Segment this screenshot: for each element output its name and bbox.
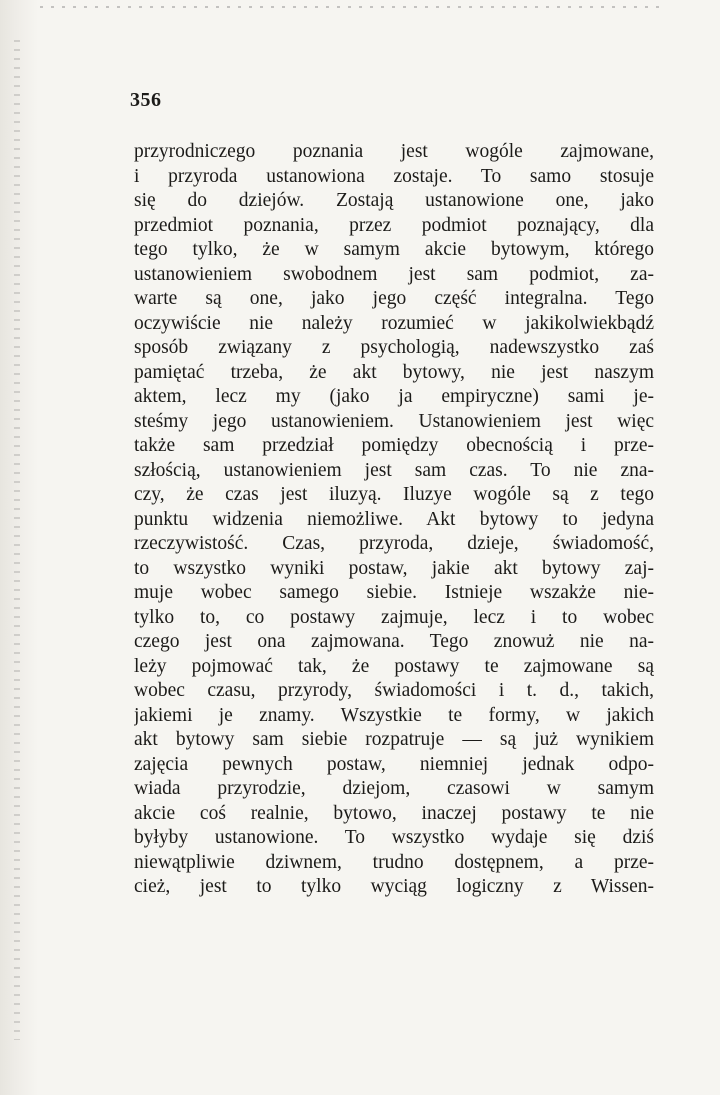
text-line: punktu widzenia niemożliwe. Akt bytowy to jedyna xyxy=(134,508,654,530)
text-line: byłyby ustanowione. To wszystko wydaje się dziś xyxy=(134,827,654,848)
text-line: zajęcia pewnych postaw, niemniej jednak odpo- xyxy=(134,753,654,775)
text-line: oczywiście nie należy rozumieć w jakikolwiekbądź xyxy=(134,312,654,334)
text-line: akt bytowy sam siebie rozpatruje — są już wynikiem xyxy=(134,729,654,750)
text-line: tego tylko, że w samym akcie bytowym, którego xyxy=(134,239,654,260)
text-line: to wszystko wyniki postaw, jakie akt bytowy zaj- xyxy=(134,557,654,579)
text-line: się do dziejów. Zostają ustanowione one, jako xyxy=(134,190,654,211)
text-line: jakiemi je znamy. Wszystkie te formy, w jakich xyxy=(134,704,654,726)
scan-top-edge xyxy=(40,6,660,8)
scan-left-edge xyxy=(0,0,38,1095)
text-line: leży pojmować tak, że postawy te zajmowane są xyxy=(134,655,654,677)
text-line: szłością, ustanowieniem jest sam czas. To nie zna- xyxy=(134,459,654,481)
text-line: także sam przedział pomiędzy obecnością i prze- xyxy=(134,435,654,456)
text-line: warte są one, jako jego część integralna. Tego xyxy=(134,288,654,309)
text-line: czy, że czas jest iluzyą. Iluzye wogóle są z tego xyxy=(134,484,654,505)
text-line: czego jest ona zajmowana. Tego znowuż nie na- xyxy=(134,631,654,652)
text-line: muje wobec samego siebie. Istnieje wszakże nie- xyxy=(134,582,654,603)
text-line: akcie coś realnie, bytowo, inaczej postawy te nie xyxy=(134,802,654,824)
text-line: ustanowieniem swobodnem jest sam podmiot, za- xyxy=(134,263,654,285)
text-line: przyrodniczego poznania jest wogóle zajmowane, xyxy=(134,141,654,162)
text-line: pamiętać trzeba, że akt bytowy, nie jest naszym xyxy=(134,361,654,383)
text-line: wobec czasu, przyrody, świadomości i t. d., takich, xyxy=(134,680,654,701)
page-number: 356 xyxy=(130,89,162,111)
text-line: przedmiot poznania, przez podmiot poznający, dla xyxy=(134,214,654,236)
text-line: niewątpliwie dziwnem, trudno dostępnem, a prze- xyxy=(134,851,654,873)
text-line: rzeczywistość. Czas, przyroda, dzieje, świadomość, xyxy=(134,533,654,554)
text-line: i przyroda ustanowiona zostaje. To samo stosuje xyxy=(134,165,654,187)
text-line: aktem, lecz my (jako ja empiryczne) sami je- xyxy=(134,386,654,407)
text-line: sposób związany z psychologią, nadewszystko zaś xyxy=(134,337,654,358)
text-line: steśmy jego ustanowieniem. Ustanowieniem jest więc xyxy=(134,410,654,432)
text-line: wiada przyrodzie, dziejom, czasowi w samym xyxy=(134,778,654,799)
text-line: cież, jest to tylko wyciąg logiczny z Wissen- xyxy=(134,876,654,897)
body-text xyxy=(134,140,654,900)
text-line: tylko to, co postawy zajmuje, lecz i to wobec xyxy=(134,606,654,628)
binding-marks xyxy=(14,40,20,1040)
